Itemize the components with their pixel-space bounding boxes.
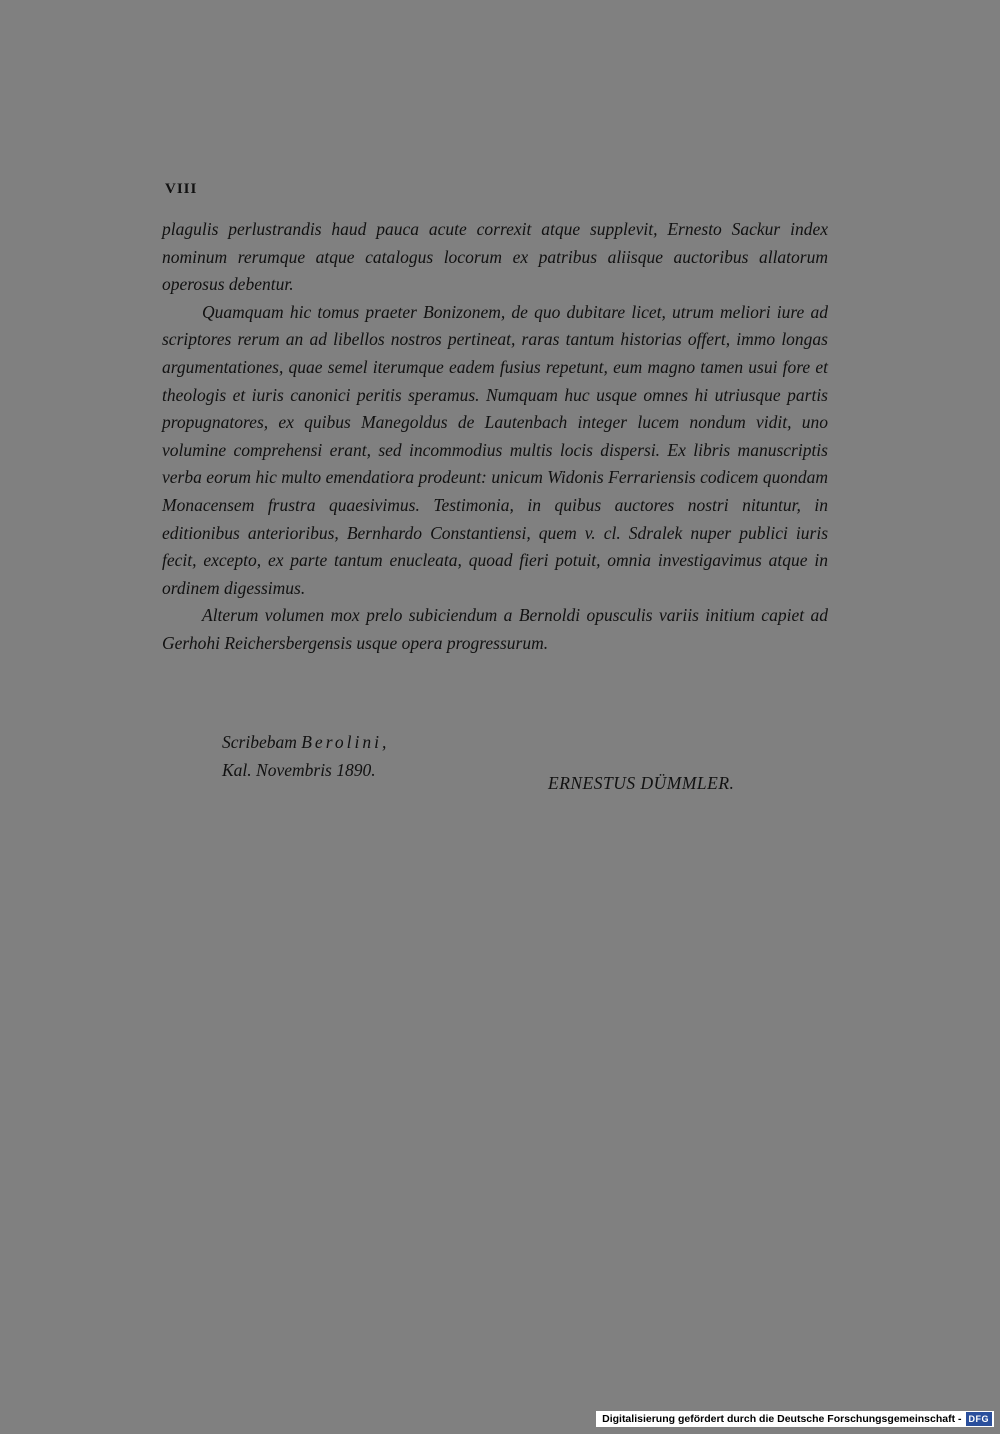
author-signature: ERNESTUS DÜMMLER. — [548, 773, 735, 793]
preface-body — [162, 216, 828, 658]
footer-text: Digitalisierung gefördert durch die Deutsche Forschungsgemeinschaft - — [602, 1413, 962, 1425]
page-number: VIII — [165, 181, 198, 197]
dateline — [222, 729, 386, 784]
paragraph-1: plagulis perlustrandis haud pauca acute correxit atque supplevit, Ernesto Sackur index nominum rerumque atque catalogus locorum ex patribus aliisque auctoribus allatorum operosus debentur. — [162, 219, 828, 295]
paragraph-2: Quamquam hic tomus praeter Bonizonem, de quo dubitare licet, utrum meliori iure ad scriptores rerum an ad libellos nostros pertineat, raras tantum historias offert, immo longas argumentationes, quae semel iterumque eadem fusius repetunt, eum magno tamen usui fore et theologis et iuris canonici peritis speramus. Numquam huc usque omnes hi utriusque partis propugnatores, ex quibus Manegoldus de Lautenbach integer lucem nondum vidit, uno volumine comprehensi erant, sed incommodius multis locis dispersi. Ex libris manuscriptis verba eorum hic multo emendatiora prodeunt: unicum Widonis Ferrariensis codicem quondam Monacensem frustra quaesivimus. Testimonia, in quibus auctores nostri nituntur, in editionibus anterioribus, Bernhardo Constantiensi, quem v. cl. Sdralek nuper publici iuris fecit, excepto, ex parte tantum enucleata, quoad fieri potuit, omnia investigavimus atque in ordinem digessimus. — [162, 301, 828, 598]
dfg-logo-icon: DFG — [966, 1412, 993, 1426]
dateline-date: Kal. Novembris 1890. — [222, 759, 376, 780]
paragraph-3: Alterum volumen mox prelo subiciendum a Bernoldi opusculis variis initium capiet ad Gerhohi Reichersbergensis usque opera progressurum. — [162, 605, 828, 653]
place-name: Berolini — [301, 732, 382, 752]
funding-footer — [596, 1411, 994, 1427]
dateline-place: Scribebam Berolini, — [222, 732, 387, 752]
